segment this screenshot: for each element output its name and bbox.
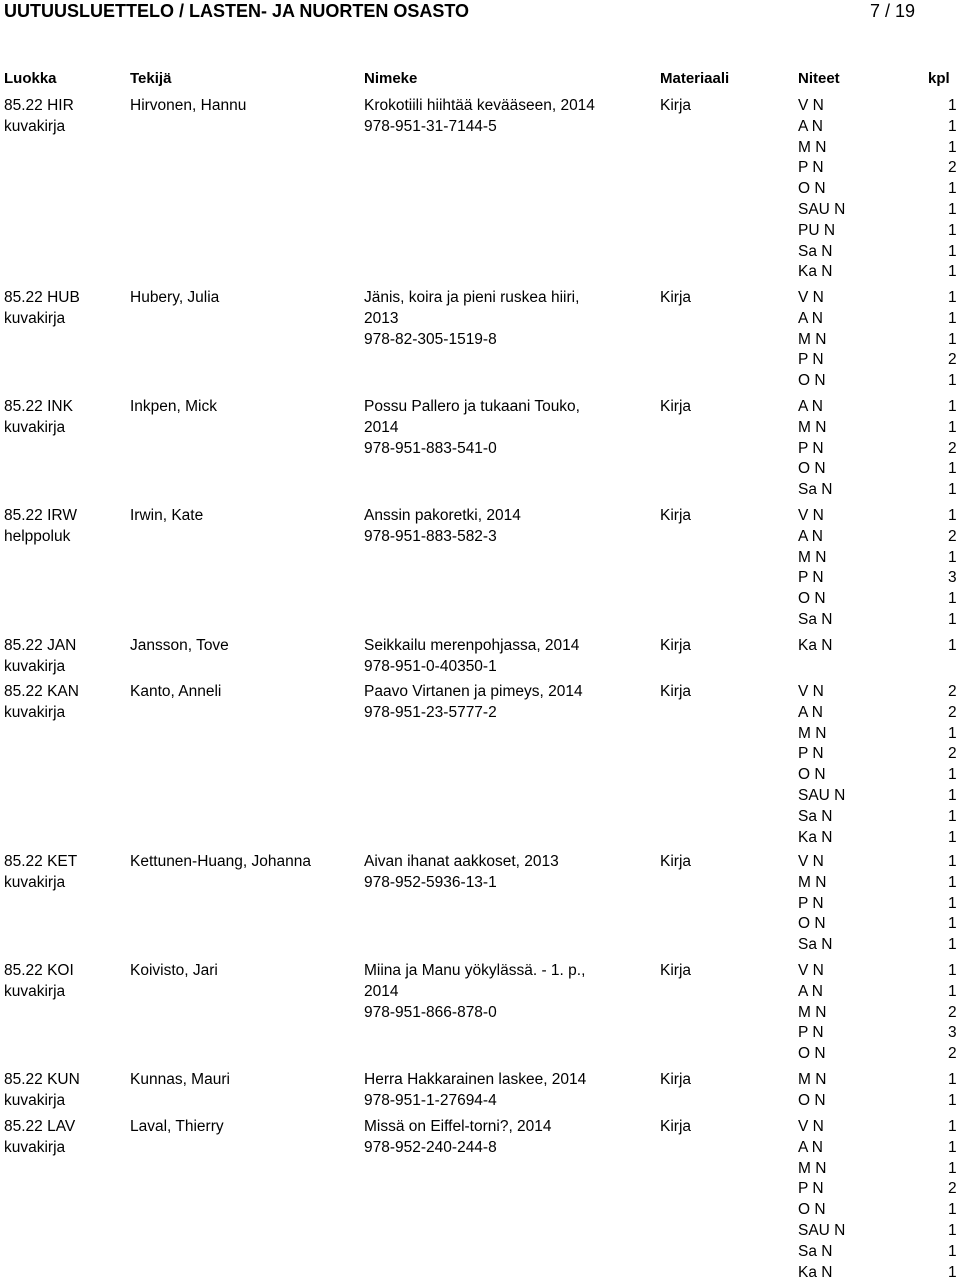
title-cell [364,852,559,894]
material-type: Kirja [660,683,692,700]
copy-entry [798,1200,960,1221]
author-name: Irwin, Kate [130,507,204,524]
copy-quantity: 2 [948,159,957,177]
copy-entry [798,724,960,745]
author-cell [130,852,311,873]
copy-quantity: 1 [948,263,957,281]
title-line: 978-952-240-244-8 [364,1138,497,1156]
copy-quantity: 1 [948,1138,957,1156]
copy-entry [798,480,960,501]
copy-quantity: 1 [948,117,957,135]
copy-location: Ka N [798,263,833,281]
copy-quantity: 1 [948,460,957,478]
title-line: 978-951-31-7144-5 [364,117,497,135]
copy-entry [798,1138,960,1159]
copy-location: V N [798,683,824,700]
material-cell [660,288,691,309]
copy-entry [798,1044,960,1065]
copy-quantity: 1 [948,637,957,654]
copies-cell [798,96,960,283]
copy-location: V N [798,962,824,979]
copy-quantity: 1 [948,1242,957,1260]
title-line: Seikkailu merenpohjassa, 2014 [364,637,580,654]
copy-entry [798,914,960,935]
copy-entry [798,397,960,418]
copy-entry [798,1221,960,1242]
copy-location: M N [798,330,827,348]
copy-quantity: 1 [948,807,957,825]
copy-quantity: 1 [948,1118,957,1135]
class-line: 85.22 KOI [4,962,74,979]
copy-entry [798,527,960,548]
copy-entry [798,288,960,309]
class-line: kuvakirja [4,1091,66,1109]
page-number: 7 / 19 [870,1,916,21]
class-line: 85.22 INK [4,398,73,415]
author-name: Kanto, Anneli [130,683,222,700]
copy-location: PU N [798,221,836,239]
copy-entry [798,158,960,179]
copy-location: O N [798,1091,826,1109]
copy-location: M N [798,418,827,436]
copies-cell [798,961,960,1065]
copy-quantity: 1 [948,982,957,1000]
title-line: Aivan ihanat aakkoset, 2013 [364,853,559,870]
copy-quantity: 1 [948,507,957,524]
author-cell [130,961,218,982]
copies-cell [798,1117,960,1283]
material-type: Kirja [660,1071,692,1088]
copy-quantity: 1 [948,936,957,954]
copy-location: V N [798,853,824,870]
copy-location: M N [798,724,827,742]
copy-entry [798,765,960,786]
author-cell [130,682,221,703]
copy-entry [798,636,960,657]
copy-entry [798,117,960,138]
copy-location: M N [798,1159,827,1177]
copy-quantity: 1 [948,828,957,846]
copy-entry [798,1117,960,1138]
class-line: 85.22 KET [4,853,78,870]
copy-quantity: 1 [948,1201,957,1219]
class-line: 85.22 LAV [4,1118,76,1135]
copies-cell [798,288,960,392]
copy-entry [798,1023,960,1044]
title-line: Herra Hakkarainen laskee, 2014 [364,1071,587,1088]
copy-location: Sa N [798,610,833,628]
copy-location: A N [798,398,823,415]
copy-location: Sa N [798,242,833,260]
copy-quantity: 1 [948,590,957,608]
title-line: 2014 [364,418,399,436]
copy-quantity: 1 [948,873,957,891]
column-header-material: Materiaali [660,70,730,87]
copy-quantity: 1 [948,309,957,327]
class-line: kuvakirja [4,657,66,675]
copy-location: O N [798,1201,826,1219]
title-cell [364,288,579,350]
material-type: Kirja [660,637,692,654]
class-cell [4,1117,75,1159]
material-cell [660,397,691,418]
copy-location: V N [798,97,824,114]
copy-quantity: 1 [948,97,957,114]
author-cell [130,397,217,418]
title-line: 978-951-866-878-0 [364,1003,497,1021]
copy-quantity: 2 [948,683,957,700]
copy-entry [798,1179,960,1200]
title-cell [364,682,583,724]
copy-location: V N [798,289,824,306]
material-cell [660,636,691,657]
copy-location: SAU N [798,786,846,804]
column-header-class: Luokka [4,70,57,87]
copy-entry [798,1159,960,1180]
copy-entry [798,894,960,915]
copy-quantity: 1 [948,1159,957,1177]
author-name: Koivisto, Jari [130,962,218,979]
material-cell [660,1070,691,1091]
copy-quantity: 1 [948,418,957,436]
copies-cell [798,682,960,848]
class-line: 85.22 HUB [4,289,80,306]
title-line: Krokotiili hiihtää kevääseen, 2014 [364,97,595,114]
author-name: Hirvonen, Hannu [130,97,247,114]
copy-location: O N [798,460,826,478]
author-cell [130,96,246,117]
copy-entry [798,807,960,828]
copy-entry [798,1242,960,1263]
class-line: 85.22 KAN [4,683,79,700]
material-cell [660,96,691,117]
copy-entry [798,852,960,873]
class-line: 85.22 KUN [4,1071,80,1088]
title-cell [364,506,521,548]
title-cell [364,1117,552,1159]
copy-location: A N [798,982,823,1000]
copy-quantity: 1 [948,289,957,306]
copy-location: Ka N [798,1263,833,1281]
copy-location: P N [798,351,824,369]
class-line: kuvakirja [4,309,66,327]
author-name: Jansson, Tove [130,637,229,654]
class-cell [4,636,76,678]
copy-location: Sa N [798,807,833,825]
title-line: 978-951-883-541-0 [364,439,497,457]
class-line: kuvakirja [4,117,66,135]
copy-entry [798,138,960,159]
copy-quantity: 1 [948,330,957,348]
copies-cell [798,636,960,657]
copy-entry [798,1003,960,1024]
copy-entry [798,1070,960,1091]
copy-entry [798,242,960,263]
copy-location: P N [798,894,824,912]
title-line: 978-951-0-40350-1 [364,657,497,675]
copy-quantity: 1 [948,894,957,912]
copy-location: M N [798,138,827,156]
author-cell [130,506,203,527]
column-header-author: Tekijä [130,70,172,87]
copy-entry [798,568,960,589]
material-type: Kirja [660,853,692,870]
copy-quantity: 2 [948,1180,957,1198]
author-cell [130,1117,224,1138]
title-line: Jänis, koira ja pieni ruskea hiiri, [364,289,580,306]
author-name: Kettunen-Huang, Johanna [130,853,311,870]
copies-cell [798,1070,960,1112]
copy-entry [798,418,960,439]
copy-location: O N [798,1045,826,1063]
material-type: Kirja [660,962,692,979]
copy-quantity: 1 [948,548,957,566]
copy-location: Sa N [798,481,833,499]
copy-quantity: 1 [948,398,957,415]
copy-quantity: 1 [948,962,957,979]
copy-location: O N [798,180,826,198]
copy-quantity: 3 [948,1024,957,1042]
copy-entry [798,828,960,849]
material-cell [660,852,691,873]
copy-quantity: 2 [948,439,957,457]
copy-entry [798,262,960,283]
copy-entry [798,703,960,724]
copy-location: A N [798,117,823,135]
copy-location: A N [798,527,823,545]
copy-quantity: 1 [948,200,957,218]
copy-location: P N [798,159,824,177]
copy-quantity: 1 [948,853,957,870]
material-cell [660,682,691,703]
class-line: kuvakirja [4,1138,66,1156]
copy-location: O N [798,915,826,933]
copy-entry [798,744,960,765]
copy-quantity: 1 [948,242,957,260]
copies-cell [798,506,960,631]
copy-quantity: 2 [948,351,957,369]
class-cell [4,397,73,439]
copy-entry [798,459,960,480]
title-line: 978-951-23-5777-2 [364,703,497,721]
class-line: kuvakirja [4,982,66,1000]
copies-cell [798,397,960,501]
class-line: kuvakirja [4,418,66,436]
copy-quantity: 1 [948,1071,957,1088]
copy-quantity: 1 [948,1263,957,1281]
copy-location: O N [798,766,826,784]
copy-entry [798,350,960,371]
author-name: Hubery, Julia [130,289,220,306]
copy-location: Ka N [798,637,833,654]
title-line: Missä on Eiffel-torni?, 2014 [364,1118,552,1135]
title-line: Anssin pakoretki, 2014 [364,507,521,524]
copy-entry [798,96,960,117]
class-line: 85.22 JAN [4,637,77,654]
material-type: Kirja [660,289,692,306]
copy-entry [798,935,960,956]
copy-entry [798,221,960,242]
material-cell [660,506,691,527]
author-name: Inkpen, Mick [130,398,218,415]
title-cell [364,1070,586,1112]
copy-location: V N [798,507,824,524]
title-cell [364,961,585,1023]
copy-quantity: 2 [948,745,957,763]
copy-location: O N [798,590,826,608]
copy-quantity: 2 [948,1003,957,1021]
class-cell [4,852,77,894]
copy-location: A N [798,309,823,327]
material-cell [660,961,691,982]
material-type: Kirja [660,398,692,415]
title-line: Possu Pallero ja tukaani Touko, [364,398,580,415]
copy-location: O N [798,372,826,390]
material-type: Kirja [660,97,692,114]
copy-quantity: 3 [948,569,957,587]
copy-location: Sa N [798,1242,833,1260]
copy-location: P N [798,1180,824,1198]
class-cell [4,1070,80,1112]
class-line: helppoluk [4,527,71,545]
author-cell [130,1070,230,1091]
copy-quantity: 1 [948,610,957,628]
copy-location: Sa N [798,936,833,954]
class-cell [4,506,77,548]
copy-entry [798,309,960,330]
title-line: 2014 [364,982,399,1000]
copy-entry [798,873,960,894]
copies-cell [798,852,960,956]
copy-location: M N [798,1071,827,1088]
copy-location: SAU N [798,1221,846,1239]
copy-quantity: 2 [948,527,957,545]
title-line: 978-951-1-27694-4 [364,1091,497,1109]
class-line: 85.22 HIR [4,97,74,114]
copy-quantity: 1 [948,138,957,156]
copy-entry [798,1091,960,1112]
copy-entry [798,961,960,982]
class-cell [4,682,79,724]
class-line: 85.22 IRW [4,507,77,524]
copy-entry [798,982,960,1003]
copy-quantity: 1 [948,1221,957,1239]
copy-location: P N [798,439,824,457]
copy-entry [798,610,960,631]
copy-quantity: 1 [948,724,957,742]
title-cell [364,636,579,678]
author-cell [130,288,219,309]
copy-location: A N [798,1138,823,1156]
title-line: 978-952-5936-13-1 [364,873,497,891]
copy-entry [798,330,960,351]
copy-quantity: 2 [948,703,957,721]
class-cell [4,96,74,138]
title-cell [364,96,595,138]
copy-quantity: 1 [948,1091,957,1109]
copy-location: P N [798,745,824,763]
copy-quantity: 1 [948,786,957,804]
author-cell [130,636,229,657]
copy-location: A N [798,703,823,721]
material-type: Kirja [660,507,692,524]
copy-quantity: 1 [948,221,957,239]
copy-entry [798,179,960,200]
copy-quantity: 1 [948,915,957,933]
copy-quantity: 1 [948,372,957,390]
copy-entry [798,589,960,610]
copy-location: SAU N [798,200,846,218]
copy-entry [798,682,960,703]
title-cell [364,397,580,459]
title-line: Miina ja Manu yökylässä. - 1. p., [364,962,586,979]
copy-entry [798,1263,960,1283]
page-title: UUTUUSLUETTELO / LASTEN- JA NUORTEN OSASTO [4,1,470,21]
class-line: kuvakirja [4,873,66,891]
copy-location: Ka N [798,828,833,846]
copy-entry [798,506,960,527]
class-cell [4,961,74,1003]
copy-location: V N [798,1118,824,1135]
copy-entry [798,439,960,460]
author-name: Kunnas, Mauri [130,1071,230,1088]
copy-entry [798,548,960,569]
title-line: 978-951-883-582-3 [364,527,497,545]
author-name: Laval, Thierry [130,1118,224,1135]
copy-quantity: 1 [948,481,957,499]
copy-quantity: 1 [948,180,957,198]
column-header-quantity: kpl [928,70,950,87]
copy-quantity: 2 [948,1045,957,1063]
copy-entry [798,371,960,392]
material-cell [660,1117,691,1138]
title-line: 2013 [364,309,399,327]
class-line: kuvakirja [4,703,66,721]
copy-location: P N [798,1024,824,1042]
copy-location: M N [798,873,827,891]
copy-location: M N [798,548,827,566]
copy-location: M N [798,1003,827,1021]
column-header-title: Nimeke [364,70,418,87]
title-line: Paavo Virtanen ja pimeys, 2014 [364,683,583,700]
copy-entry [798,786,960,807]
copy-entry [798,200,960,221]
copy-quantity: 1 [948,766,957,784]
title-line: 978-82-305-1519-8 [364,330,497,348]
copy-location: P N [798,569,824,587]
material-type: Kirja [660,1118,692,1135]
class-cell [4,288,80,330]
column-header-copies: Niteet [798,70,840,87]
